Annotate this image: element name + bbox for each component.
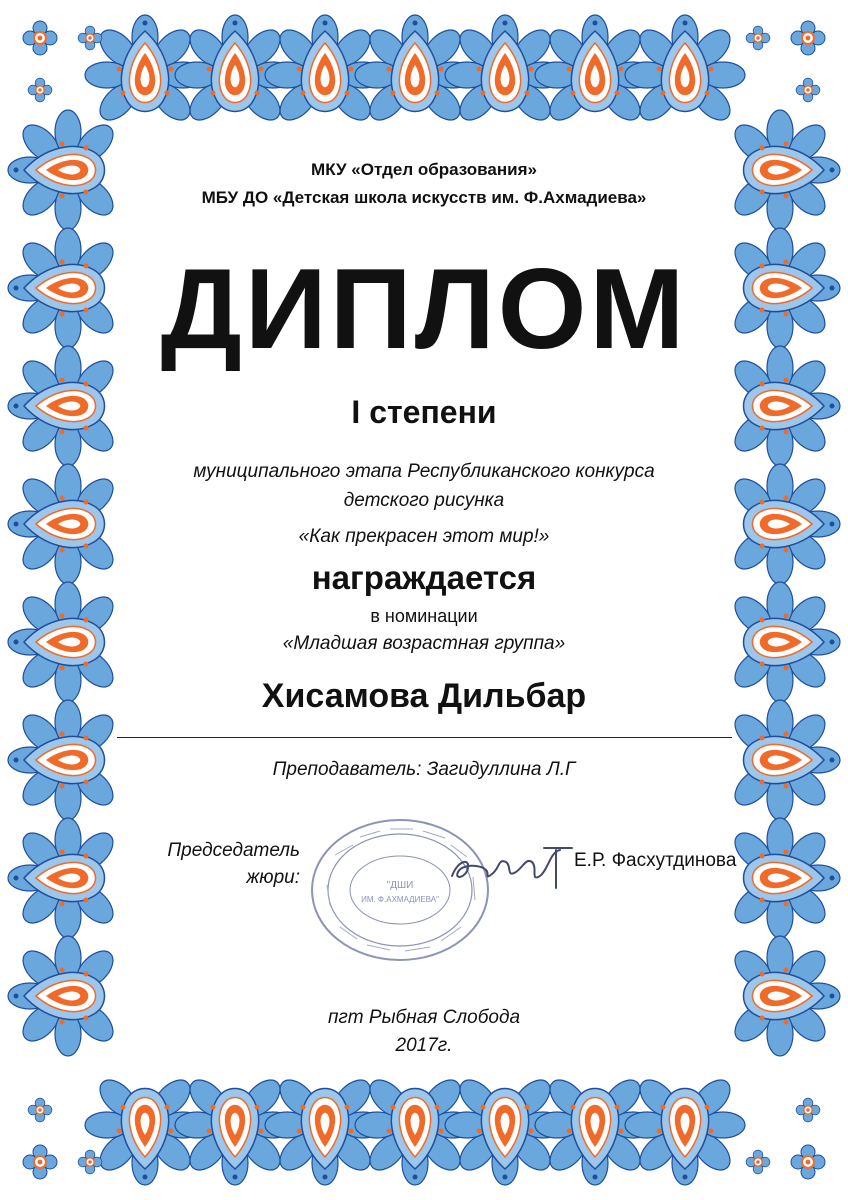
contest-line-1: муниципального этапа Республиканского конкурса: [193, 461, 655, 482]
footer-year: 2017г.: [395, 1035, 453, 1056]
divider-line: [117, 737, 732, 738]
nomination-name: «Младшая возрастная группа»: [282, 633, 566, 654]
stamp-center-line-2: ИМ. Ф.АХМАДИЕВА": [361, 895, 439, 904]
org-line-1: МКУ «Отдел образования»: [311, 160, 537, 179]
footer-place: пгт Рыбная Слобода: [327, 1007, 521, 1028]
contest-line-2: детского рисунка: [343, 490, 505, 511]
jury-label-line-2: жюри:: [246, 867, 300, 888]
contest-line-3: «Как прекрасен этот мир!»: [298, 526, 550, 547]
degree-label: I степени: [351, 394, 497, 430]
signature: [440, 838, 580, 898]
diploma-title: ДИПЛОМ: [160, 246, 688, 373]
stamp-center-line-1: "ДШИ: [386, 880, 414, 891]
teacher-line: Преподаватель: Загидуллина Л.Г: [272, 759, 576, 780]
recipient-name: Хисамова Дильбар: [261, 677, 587, 715]
nomination-prefix: в номинации: [370, 606, 478, 626]
jury-label-line-1: Председатель: [167, 840, 300, 861]
awarded-label: награждается: [311, 559, 537, 596]
jury-chair-name: Е.Р. Фасхутдинова: [574, 850, 737, 871]
org-line-2: МБУ ДО «Детская школа искусств им. Ф.Ахмадиева»: [201, 188, 647, 207]
